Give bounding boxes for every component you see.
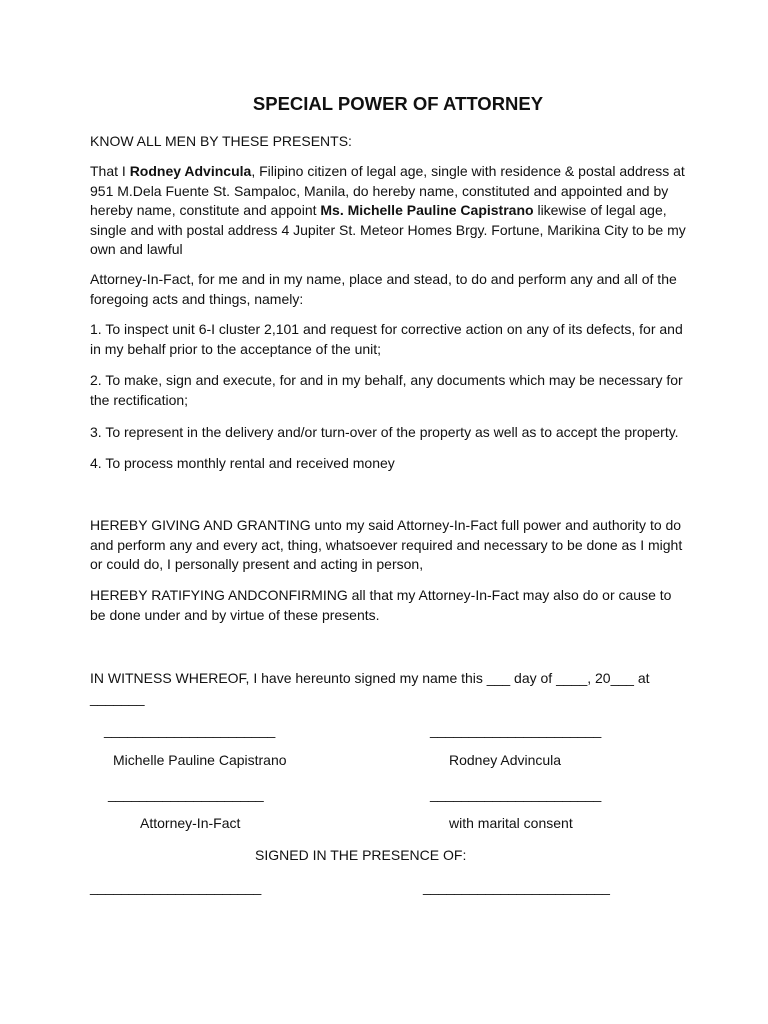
signature-line-attorney: ______________________ xyxy=(104,722,276,738)
salutation: KNOW ALL MEN BY THESE PRESENTS: xyxy=(90,133,352,149)
granting-paragraph: HEREBY GIVING AND GRANTING unto my said Attorney-In-Fact full power and authority to do and perform any and every act, thing, whatsoever required and necessary to be done as I might or could do, I personally present and acting in person, xyxy=(90,517,683,572)
witness-line: IN WITNESS WHEREOF, I have hereunto signed my name this ___ day of ____, 20___ at xyxy=(90,670,650,686)
signature-line-consent: ______________________ xyxy=(430,786,602,802)
witness-signature-line-right: ________________________ xyxy=(423,879,610,895)
attorney-clause: Attorney-In-Fact, for me and in my name, place and stead, to do and perform any and all of the foregoing acts and things, namely: xyxy=(90,271,677,307)
role-attorney-in-fact: Attorney-In-Fact xyxy=(140,815,241,831)
attorney-name: Ms. Michelle Pauline Capistrano xyxy=(320,202,534,218)
signatory-name-attorney: Michelle Pauline Capistrano xyxy=(113,752,287,768)
witness-signature-line-left: ______________________ xyxy=(90,879,262,895)
intro-text-2: , Filipino citizen of legal age, single with residence & postal address at 951 M.Dela Fuente St. Sampaloc, Manila, do hereby name, constituted and appointed and by hereby name, constitute and appoint xyxy=(90,163,685,218)
intro-paragraph xyxy=(90,162,692,260)
intro-text-3: likewise of legal age, single and with postal address 4 Jupiter St. Meteor Homes Brgy. Fortune, Marikina City to be my own and lawful xyxy=(90,202,686,257)
ratifying-paragraph: HEREBY RATIFYING ANDCONFIRMING all that my Attorney-In-Fact may also do or cause to be done under and by virtue of these presents. xyxy=(90,587,672,623)
act-item-1: 1. To inspect unit 6-I cluster 2,101 and request for corrective action on any of its defects, for and in my behalf prior to the acceptance of the unit; xyxy=(90,321,683,357)
act-item-2: 2. To make, sign and execute, for and in my behalf, any documents which may be necessary for the rectification; xyxy=(90,372,683,408)
signatory-name-principal: Rodney Advincula xyxy=(449,752,562,768)
witness-place-blank: _______ xyxy=(90,690,145,706)
signature-line-attorney-role: ____________________ xyxy=(108,786,264,802)
intro-text-1: That I xyxy=(90,163,130,179)
act-item-4: 4. To process monthly rental and received money xyxy=(90,455,395,471)
role-marital-consent: with marital consent xyxy=(449,815,573,831)
document-title: SPECIAL POWER OF ATTORNEY xyxy=(252,93,544,114)
act-item-3: 3. To represent in the delivery and/or turn-over of the property as well as to accept the property. xyxy=(90,424,679,440)
signed-in-presence-label: SIGNED IN THE PRESENCE OF: xyxy=(255,847,467,863)
signature-line-principal: ______________________ xyxy=(430,722,602,738)
principal-name: Rodney Advincula xyxy=(129,163,252,179)
